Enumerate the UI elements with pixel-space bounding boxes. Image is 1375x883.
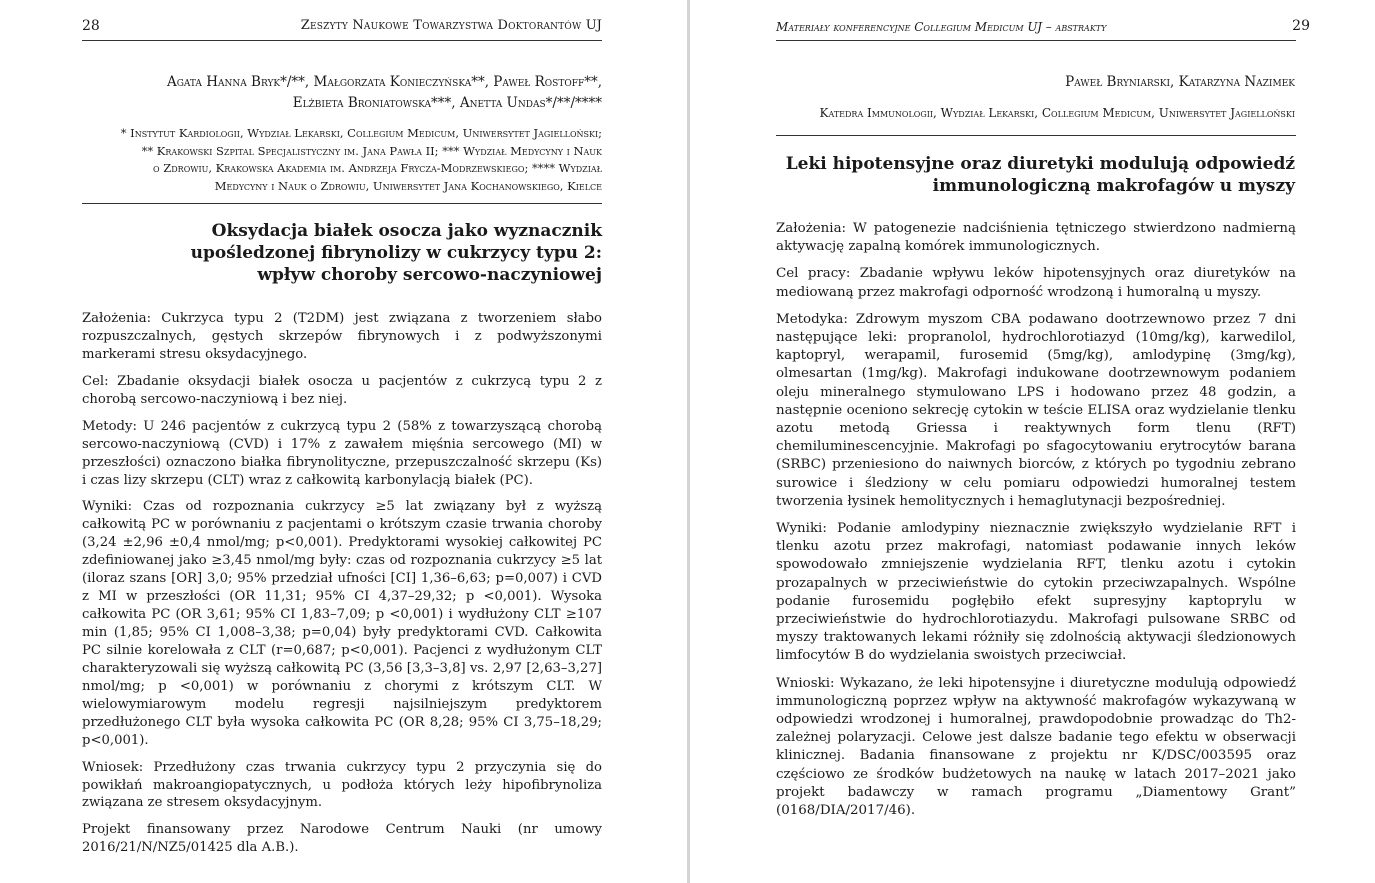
paragraph-aim: Cel: Zbadanie oksydacji białek osocza u pacjentów z cukrzycą typu 2 z chorobą sercowo-naczyniową i bez niej. bbox=[82, 373, 602, 407]
page-number: 28 bbox=[82, 18, 100, 34]
affiliation bbox=[775, 105, 1295, 123]
authors-line: Elżbieta Broniatowska***, Anetta Undas*/**/**** bbox=[292, 95, 602, 111]
affiliation-line: ** Krakowski Szpital Specjalistyczny im. Jana Pawła II; *** Wydział Medycyny i Nauk bbox=[141, 143, 602, 158]
paragraph-methods: Metodyka: Zdrowym myszom CBA podawano dootrzewnowo przez 7 dni następujące leki: propranolol, hydrochlorotiazyd (10mg/kg), karwedilol, kaptopryl, werapamil, furosemid (5mg/kg), amlodypinę (3mg/kg), olmesartan (1mg/kg). Makrofagi indukowane dootrzewnowym podaniem oleju mineralnego stymulowano LPS i hodowano przez 48 godzin, a następnie oceniono sekrecję cytokin w teście ELISA oraz wydzielanie tlenku azotu metodą Griessa i reaktywnych form tlenu (RFT) chemiluminescencyjnie. Makrofagi po sfagocytowaniu erytrocytów barana (SRBC) przeniesiono do naiwnych biorców, z których po tygodniu zebrano surowice i śledziony w celu pomiaru odpowiedzi humoralnej testem tworzenia łysinek hemolitycznych i hemaglutynacji bezpośredniej. bbox=[776, 311, 1296, 509]
title-line: wpływ choroby sercowo-naczyniowej bbox=[257, 265, 602, 285]
section-rule bbox=[82, 203, 602, 204]
affiliation-line: Medycyny i Nauk o Zdrowiu, Uniwersytet Jana Kochanowskiego, Kielce bbox=[214, 178, 602, 193]
authors-line: Agata Hanna Bryk*/**, Małgorzata Konieczyńska**, Paweł Rostoff**, bbox=[166, 74, 602, 90]
paragraph-funding: Projekt finansowany przez Narodowe Centrum Nauki (nr umowy 2016/21/N/NZ5/01425 dla A.B.). bbox=[82, 822, 602, 856]
article-title bbox=[775, 153, 1295, 197]
affiliation bbox=[62, 125, 602, 195]
paragraph-methods: Metody: U 246 pacjentów z cukrzycą typu 2 (58% z towarzyszącą chorobą sercowo-naczyniową (CVD) i 17% z zawałem mięśnia sercowego (MI) w przeszłości) oznaczono białka fibrynolityczne, przepuszczalność skrzepu (Ks) i czas lizy skrzepu (CLT) wraz z całkowitą karbonylacją białek (PC). bbox=[82, 418, 602, 488]
running-title: Materiały konferencyjne Collegium Medicum UJ – abstrakty bbox=[776, 20, 1107, 34]
authors bbox=[775, 72, 1295, 93]
article-title bbox=[82, 220, 602, 286]
header-rule bbox=[82, 40, 602, 41]
affiliation-line: * Instytut Kardiologii, Wydział Lekarski, Collegium Medicum, Uniwersytet Jagielloński; bbox=[120, 126, 602, 140]
title-line: Oksydacja białek osocza jako wyznacznik bbox=[211, 221, 602, 241]
authors-line: Paweł Bryniarski, Katarzyna Nazimek bbox=[1065, 74, 1295, 90]
paragraph-conclusion: Wnioski: Wykazano, że leki hipotensyjne i diuretyczne modulują odpowiedź immunologiczną poprzez wpływ na aktywność makrofagów wykazywaną w odpowiedzi wrodzonej i humoralnej, prawdopodobnie prowadząc do Th2-zależnej polaryzacji. Celowe jest dalsze badanie tego efektu w obserwacji klinicznej. Badania finansowane z projektu nr K/DSC/003595 oraz częściowo ze środków budżetowych na naukę w latach 2017–2021 jako projekt badawczy w ramach programu „Diamentowy Grant” (0168/DIA/2017/46). bbox=[776, 675, 1296, 819]
running-title: Zeszyty Naukowe Towarzystwa Doktorantów UJ bbox=[300, 18, 602, 33]
affiliation-line: o Zdrowiu, Krakowska Akademia im. Andrzeja Frycza-Modrzewskiego; **** Wydział bbox=[153, 161, 602, 175]
page-number: 29 bbox=[1292, 18, 1310, 34]
abstract-body bbox=[82, 310, 602, 866]
title-line: Leki hipotensyjne oraz diuretyki modulują odpowiedź bbox=[785, 154, 1295, 174]
authors bbox=[62, 72, 602, 114]
paragraph-conclusion: Wniosek: Przedłużony czas trwania cukrzycy typu 2 przyczynia się do powikłań makroangiopatycznych, u podłoża których leży hipofibrynoliza związana ze stresem oksydacyjnym. bbox=[82, 759, 602, 811]
paragraph-results: Wyniki: Podanie amlodypiny nieznacznie zwiększyło wydzielanie RFT i tlenku azotu przez makrofagi, natomiast podawanie innych leków spowodowało zmniejszenie wydzielania RFT, tlenku azotu i cytokin prozapalnych w przeciwieństwie do cytokin przeciwzapalnych. Wspólne podanie furosemidu pogłębiło efekt supresyjny kaptoprylu w przeciwieństwie do hydrochlorotiazydu. Makrofagi pulsowane SRBC od myszy traktowanych lekami różniły się zdolnością aktywacji śledzionowych limfocytów B do wydzielania swoistych przeciwciał. bbox=[776, 521, 1296, 664]
section-rule bbox=[776, 135, 1296, 136]
paragraph-assumptions: Założenia: Cukrzyca typu 2 (T2DM) jest związana z tworzeniem słabo rozpuszczalnych, gęstych skrzepów fibrynowych i z podwyższonymi markerami stresu oksydacyjnego. bbox=[82, 311, 602, 362]
title-line: upośledzonej fibrynolizy w cukrzycy typu 2: bbox=[190, 243, 602, 263]
paragraph-assumptions: Założenia: W patogenezie nadciśnienia tętniczego stwierdzono nadmierną aktywację zapalną komórek immunologicznych. bbox=[776, 221, 1296, 255]
affiliation-line: Katedra Immunologii, Wydział Lekarski, Collegium Medicum, Uniwersytet Jagielloński bbox=[819, 106, 1295, 120]
header-rule bbox=[776, 40, 1296, 41]
paragraph-aim: Cel pracy: Zbadanie wpływu leków hipotensyjnych oraz diuretyków na mediowaną przez makrofagi odporność wrodzoną i humoralną u myszy. bbox=[776, 266, 1296, 300]
paragraph-results: Wyniki: Czas od rozpoznania cukrzycy ≥5 lat związany był z wyższą całkowitą PC w porównaniu z pacjentami o krótszym czasie trwania choroby (3,24 ±2,96 ±0,4 nmol/mg; p<0,001). Predyktorami wysokiej całkowitej PC zdefiniowanej jako ≥3,45 nmol/mg były: czas od rozpoznania cukrzycy ≥5 lat (iloraz szans [OR] 3,0; 95% przedział ufności [CI] 1,36–6,63; p=0,007) i CVD z MI w przeszłości (OR 11,31; 95% CI 4,37–29,32; p <0,001). Wysoka całkowita PC (OR 3,61; 95% CI 1,83–7,09; p <0,001) i wydłużony CLT ≥107 min (1,85; 95% CI 1,008–3,38; p=0,04) były predyktorami CVD. Całkowita PC silnie korelowała z CLT (r=0,687; p<0,001). Pacjenci z wydłużonym CLT charakteryzowali się wyższą całkowitą PC (3,56 [3,3–3,8] vs. 2,97 [2,63–3,27] nmol/mg; p <0,001) w porównaniu z chorymi z krótszym CLT. W wielowymiarowym modelu regresji najsilniejszym predyktorem przedłużonego CLT była wysoka całkowita PC (OR 8,28; 95% CI 3,75–18,29; p<0,001). bbox=[82, 499, 602, 748]
abstract-body bbox=[776, 220, 1296, 829]
title-line: immunologiczną makrofagów u myszy bbox=[932, 176, 1295, 196]
right-page bbox=[690, 0, 1375, 883]
